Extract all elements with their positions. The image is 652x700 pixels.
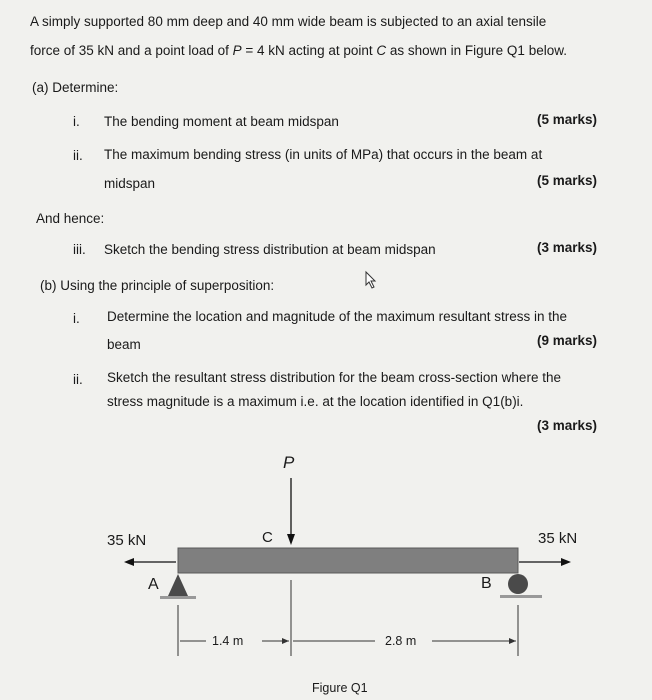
- part-b-i-num: i.: [73, 311, 80, 326]
- part-b-i-text-2: beam: [107, 337, 141, 352]
- mouse-cursor-icon: [366, 272, 375, 288]
- support-a-label: A: [148, 576, 159, 593]
- intro-line-2c: as shown in Figure Q1 below.: [386, 43, 567, 58]
- right-force-arrow-head: [561, 558, 571, 566]
- support-a-ground: [160, 596, 196, 599]
- part-b-label: (b) Using the principle of superposition:: [40, 278, 275, 293]
- part-a-i-marks: (5 marks): [537, 112, 598, 127]
- point-c-label: C: [262, 529, 273, 546]
- part-b-ii-text: Sketch the resultant stress distribution for the beam cross-section where the: [107, 370, 561, 385]
- part-a-ii-text-2: midspan: [104, 176, 156, 191]
- dim-arrow-2: [509, 638, 516, 644]
- left-force-label: 35 kN: [107, 532, 147, 549]
- p-symbol: P: [232, 43, 242, 58]
- part-b-i-marks: (9 marks): [537, 333, 598, 348]
- load-arrow-head: [287, 534, 295, 545]
- figure-caption: Figure Q1: [312, 681, 368, 695]
- part-b-i-text: Determine the location and magnitude of the maximum resultant stress in the: [107, 309, 567, 324]
- support-b-ground: [500, 595, 542, 598]
- part-b-ii-num: ii.: [73, 372, 83, 387]
- right-force-label: 35 kN: [538, 530, 578, 547]
- part-a-i-text: The bending moment at beam midspan: [104, 114, 339, 129]
- part-b-ii-marks: (3 marks): [537, 418, 598, 433]
- and-hence-label: And hence:: [36, 211, 105, 226]
- part-a-ii-marks: (5 marks): [537, 173, 598, 188]
- part-a-iii-marks: (3 marks): [537, 240, 598, 255]
- part-b-ii-text-2: stress magnitude is a maximum i.e. at the location identified in Q1(b)i.: [107, 394, 524, 409]
- intro-line-1: A simply supported 80 mm deep and 40 mm wide beam is subjected to an axial tensile: [30, 14, 547, 29]
- part-a-iii-text: Sketch the bending stress distribution at beam midspan: [104, 242, 436, 257]
- intro-line-2a: force of 35 kN and a point load of: [30, 43, 233, 58]
- part-a-label: (a) Determine:: [32, 80, 119, 95]
- support-b-roller: [508, 574, 528, 594]
- dim-arrow-1: [282, 638, 289, 644]
- part-a-ii-text: The maximum bending stress (in units of MPa) that occurs in the beam at: [104, 147, 543, 162]
- beam: [178, 548, 518, 573]
- left-force-arrow-head: [124, 558, 134, 566]
- part-a-i-num: i.: [73, 114, 80, 129]
- dimension-1-label: 1.4 m: [212, 634, 244, 648]
- dimension-2-label: 2.8 m: [385, 634, 417, 648]
- part-a-ii-num: ii.: [73, 148, 83, 163]
- c-symbol: C: [376, 43, 387, 58]
- support-b-label: B: [481, 575, 492, 592]
- support-a-triangle: [168, 574, 188, 596]
- load-label: P: [283, 453, 295, 472]
- intro-line-2b: = 4 kN acting at point: [241, 43, 377, 58]
- part-a-iii-num: iii.: [73, 242, 86, 257]
